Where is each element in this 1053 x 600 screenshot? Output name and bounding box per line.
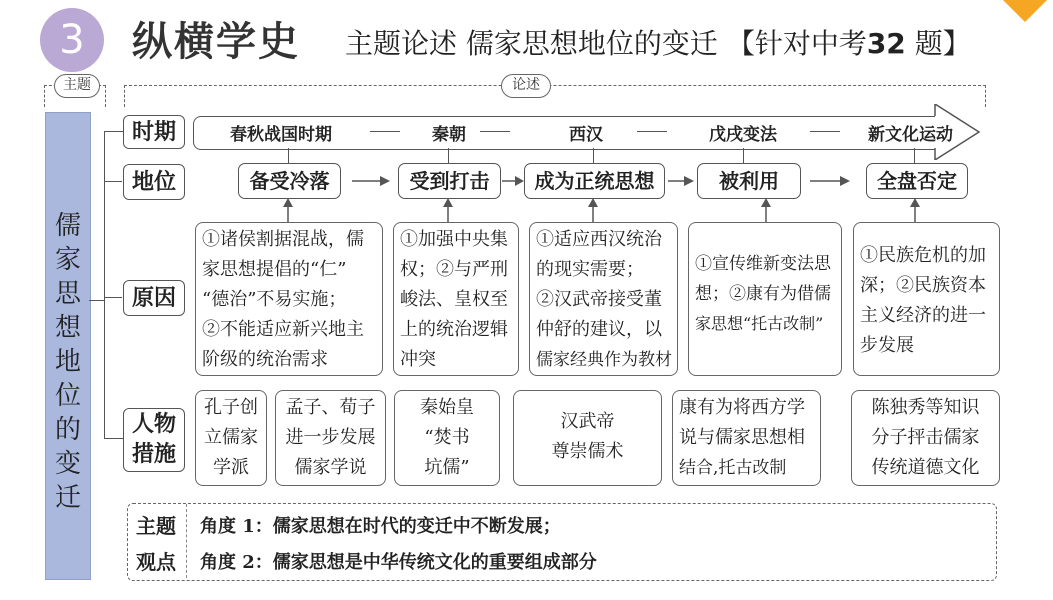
- timeline-period-1: 春秋战国时期: [230, 125, 332, 145]
- reason-line: 深；②民族资本: [860, 275, 986, 296]
- status-box-2: 受到打击: [398, 163, 501, 199]
- people-line: 儒家学说: [294, 457, 367, 478]
- section-title: 纵横学史: [132, 19, 300, 65]
- reason-line: “德治”不易实施；: [202, 289, 347, 310]
- summary-box: [127, 503, 997, 581]
- row-bracket: [104, 131, 123, 439]
- vertical-char: 儒: [54, 211, 81, 241]
- theme-dash-right: [105, 85, 106, 107]
- people-box-6: [851, 390, 1000, 486]
- people-line: 孔子创: [204, 397, 258, 418]
- theme-tag: 主题: [54, 74, 100, 98]
- timeline-period-2: 秦朝: [432, 125, 466, 145]
- reason-line: 权；②与严刑: [400, 259, 508, 280]
- row-label-people-line1: 人物: [131, 411, 176, 437]
- timeline-period-3: 西汉: [569, 125, 603, 145]
- people-box-5: [672, 390, 821, 486]
- people-line: 汉武帝: [560, 411, 615, 432]
- reason-line: 的现实需要；: [536, 259, 644, 280]
- status-box-3: 成为正统思想: [524, 163, 665, 199]
- reason-line: ①加强中央集: [400, 229, 508, 250]
- status-box-4: 被利用: [697, 163, 801, 199]
- people-line: 学派: [213, 457, 249, 478]
- summary-key-theme: 主题: [136, 514, 176, 538]
- connector: [743, 148, 744, 163]
- bracket-stem: [89, 300, 104, 301]
- people-line: 孟子、荀子: [285, 397, 376, 418]
- right-arrow-icon: [808, 173, 852, 189]
- people-line: 进一步发展: [285, 427, 376, 448]
- reason-line: 步发展: [860, 335, 914, 356]
- timeline-dash: [370, 131, 400, 132]
- right-arrow-icon: [350, 173, 392, 189]
- people-line: 康有为将西方学: [679, 397, 805, 418]
- people-line: 秦始皇: [420, 397, 474, 418]
- people-box-2: [275, 390, 386, 486]
- bracket-tick-status: [104, 181, 122, 182]
- vertical-char: 想: [54, 313, 81, 343]
- people-line: 说与儒家思想相: [679, 427, 805, 448]
- corner-decoration-icon: [1003, 0, 1047, 22]
- page-subtitle: [345, 22, 971, 62]
- connector: [593, 148, 594, 163]
- people-box-3: [394, 390, 500, 486]
- people-line: 陈独秀等知识: [871, 397, 980, 418]
- status-box-5: 全盘否定: [866, 163, 968, 199]
- timeline-dash: [810, 131, 840, 132]
- up-arrow-icon: [281, 197, 295, 223]
- reason-line: 儒家经典作为教材: [536, 350, 672, 370]
- reason-line: 阶级的统治需求: [202, 349, 328, 370]
- connector: [914, 148, 915, 163]
- row-label-status: 地位: [123, 164, 185, 200]
- vertical-title: [46, 209, 90, 515]
- status-box-1: 备受冷落: [238, 163, 341, 199]
- people-box-1: [195, 390, 267, 486]
- reason-box-4: [688, 222, 842, 376]
- subtitle-text: 主题论述 儒家思想地位的变迁: [345, 27, 718, 60]
- exam-note-suffix: 题】: [905, 27, 971, 60]
- reason-box-2: [393, 222, 519, 376]
- vertical-title-box: [45, 112, 91, 580]
- reason-line: ②汉武帝接受董: [536, 289, 662, 310]
- people-line: 立儒家: [204, 427, 258, 448]
- row-label-reason: 原因: [123, 280, 185, 316]
- vertical-char: 变: [54, 449, 81, 479]
- up-arrow-icon: [441, 197, 455, 223]
- reason-line: ②不能适应新兴地主: [202, 319, 364, 340]
- bracket-tick-reason: [104, 297, 122, 298]
- reason-line: ①民族危机的加: [860, 245, 986, 266]
- argument-dash-line: [124, 85, 986, 86]
- theme-dash-left: [44, 85, 45, 107]
- vertical-char: 家: [54, 245, 81, 275]
- argument-dash-left: [124, 85, 125, 107]
- exam-note-prefix: 【针对中考: [726, 27, 867, 60]
- row-label-people: [123, 408, 185, 472]
- people-line: 结合,托古改制: [679, 458, 787, 478]
- summary-angle-2: 角度 2：儒家思想是中华传统文化的重要组成部分: [200, 552, 597, 573]
- argument-dash-right: [985, 85, 986, 107]
- reason-line: 冲突: [400, 349, 436, 370]
- reason-line: 仲舒的建议，以: [536, 319, 662, 340]
- vertical-char: 思: [54, 279, 81, 309]
- reason-line: 峻法、皇权至: [400, 289, 508, 310]
- timeline-dash: [637, 131, 667, 132]
- vertical-char: 地: [54, 347, 81, 377]
- reason-line: 主义经济的进一: [860, 305, 986, 326]
- vertical-char: 的: [54, 415, 81, 445]
- summary-divider: [186, 504, 187, 578]
- people-line: 传统道德文化: [871, 457, 980, 478]
- reason-line: ①诸侯割据混战，儒: [202, 229, 364, 250]
- people-line: 分子抨击儒家: [871, 427, 980, 448]
- timeline-period-5: 新文化运动: [868, 125, 953, 145]
- people-box-4: [513, 390, 662, 486]
- people-line: 尊崇儒术: [551, 441, 624, 462]
- section-number-badge: 3: [40, 8, 104, 72]
- reason-box-5: [853, 222, 1000, 376]
- vertical-char: 位: [54, 381, 81, 411]
- timeline-dash: [480, 131, 510, 132]
- reason-box-1: [195, 222, 383, 376]
- connector: [448, 148, 449, 163]
- reason-box-3: [529, 222, 678, 376]
- row-label-period: 时期: [123, 115, 185, 149]
- up-arrow-icon: [759, 197, 773, 223]
- up-arrow-icon: [586, 197, 600, 223]
- reason-line: 家思想提倡的“仁”: [202, 259, 347, 280]
- exam-note-num: 32: [866, 27, 906, 60]
- reason-line: 想；②康有为借儒: [695, 284, 831, 304]
- reason-line: 上的统治逻辑: [400, 319, 508, 340]
- vertical-char: 迁: [54, 483, 81, 513]
- reason-line: ①宣传维新变法思: [695, 254, 831, 274]
- timeline-period-4: 戊戌变法: [709, 125, 777, 145]
- right-arrow-icon: [501, 173, 525, 189]
- people-line: 坑儒”: [424, 457, 470, 478]
- reason-line: ①适应西汉统治: [536, 229, 662, 250]
- connector: [288, 148, 289, 163]
- argument-tag: 论述: [501, 74, 551, 98]
- summary-key-viewpoint: 观点: [136, 550, 176, 574]
- people-line: “焚书: [424, 427, 470, 448]
- summary-angle-1: 角度 1：儒家思想在时代的变迁中不断发展；: [200, 516, 561, 537]
- right-arrow-icon: [666, 173, 696, 189]
- row-label-people-line2: 措施: [131, 441, 176, 467]
- up-arrow-icon: [908, 197, 922, 223]
- reason-line: 家思想“托古改制”: [695, 314, 824, 333]
